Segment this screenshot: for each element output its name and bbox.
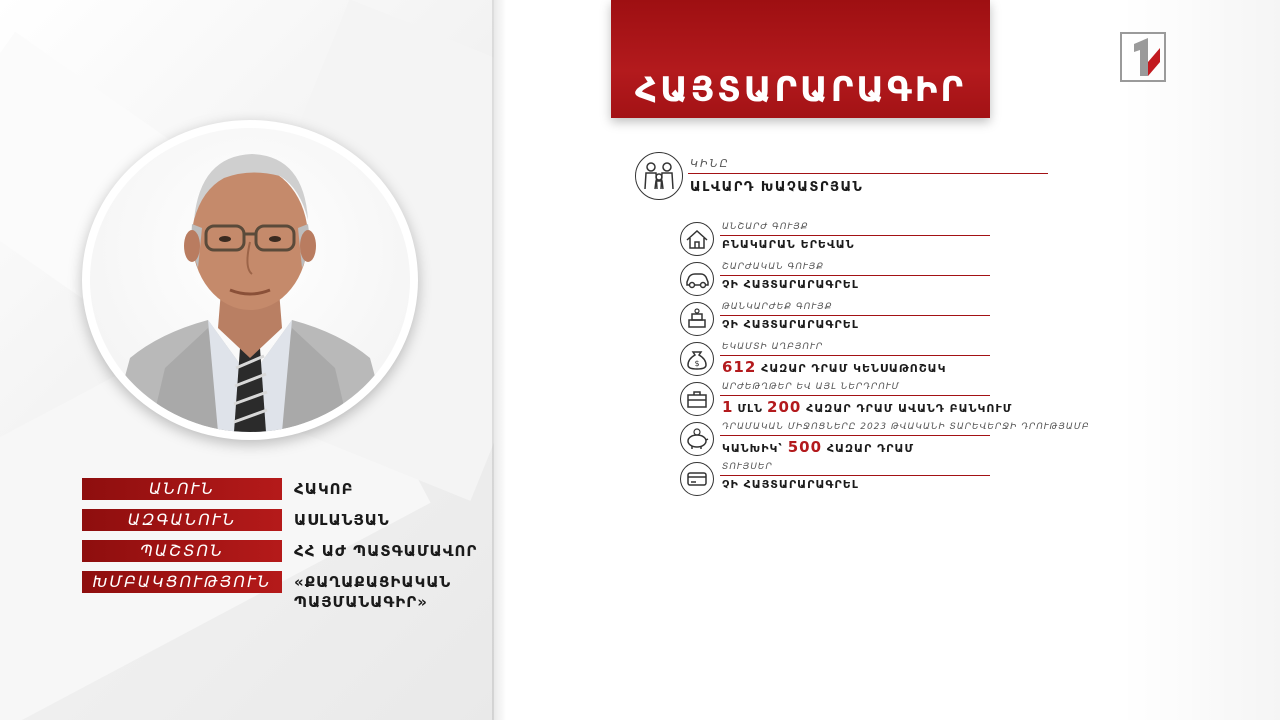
item-value: ՉԻ ՀԱՅՏԱՐԱՐԱԳՐԵԼ (722, 318, 859, 331)
last-name-value: ԱՍԼԱՆՅԱՆ (294, 511, 390, 529)
item-divider (720, 435, 990, 436)
item-value (722, 438, 914, 456)
item-value: ԲՆԱԿԱՐԱՆ ԵՐԵՎԱՆ (722, 238, 855, 251)
house-icon (680, 222, 714, 256)
last-name-label: ԱԶԳԱՆՈՒՆ (82, 509, 282, 531)
item-label: ԱՐԺԵԹՂԹԵՐ ԵՎ ԱՅԼ ՆԵՐԴՐՈՒՄ (722, 382, 900, 392)
securities-million-unit: ՄԼՆ (737, 402, 764, 415)
item-value: ՉԻ ՀԱՅՏԱՐԱՐԱԳՐԵԼ (722, 478, 859, 491)
securities-amount-million: 1 (722, 398, 734, 416)
cash-prefix: ԿԱՆԽԻԿ՝ (722, 442, 783, 455)
person-portrait (90, 128, 410, 432)
svg-text:$: $ (694, 359, 700, 368)
item-securities (680, 382, 1013, 416)
item-label: ՇԱՐԺԱԿԱՆ ԳՈՒՅՔ (722, 262, 825, 272)
valuables-icon (680, 302, 714, 336)
cash-unit: ՀԱԶԱՐ ԴՐԱՄ (826, 442, 915, 455)
item-divider (720, 275, 990, 276)
item-divider (720, 355, 990, 356)
item-label: ԹԱՆԿԱՐԺԵՔ ԳՈՒՅՔ (722, 302, 833, 312)
cash-amount: 500 (787, 438, 823, 456)
declaration-header (611, 0, 990, 118)
item-real-estate (680, 222, 1000, 256)
item-valuables (680, 302, 1000, 336)
faction-label: ԽՄԲԱԿՑՈՒԹՅՈՒՆ (82, 571, 282, 593)
spouse-label: ԿԻՆԸ (690, 157, 730, 170)
piggy-bank-icon (680, 422, 714, 456)
item-value (722, 398, 1012, 416)
item-value (722, 358, 946, 376)
briefcase-icon (680, 382, 714, 416)
item-value: ՉԻ ՀԱՅՏԱՐԱՐԱԳՐԵԼ (722, 278, 859, 291)
money-bag-icon (680, 342, 714, 376)
panel-divider (492, 0, 506, 720)
car-icon (680, 262, 714, 296)
income-unit: ՀԱԶԱՐ ԴՐԱՄ ԿԵՆՍԱԹՈՇԱԿ (761, 362, 947, 375)
position-value: ՀՀ ԱԺ ՊԱՏԳԱՄԱՎՈՐ (294, 542, 478, 560)
item-label: ԵԿԱՄՏԻ ԱՂԲՅՈՒՐ (722, 342, 824, 352)
item-income-source (680, 342, 1000, 376)
item-label: ԱՆՇԱՐԺ ԳՈՒՅՔ (722, 222, 809, 232)
portrait-frame (82, 120, 418, 440)
spouse-divider (688, 173, 1048, 174)
item-divider (720, 315, 990, 316)
right-edge-shade (1120, 0, 1280, 720)
item-label: ԴՐԱՄԱԿԱՆ ՄԻՋՈՑՆԵՐԸ 2023 ԹՎԱԿԱՆԻ ՏԱՐԵՎԵՐՋԻ ԴՐՈՒԹՅԱՄԲ (722, 422, 1090, 432)
item-divider (720, 395, 990, 396)
family-icon (635, 152, 683, 200)
securities-amount-thousand: 200 (767, 398, 802, 416)
spouse-name: ԱԼՎԱՐԴ ԽԱՉԱՏՐՅԱՆ (690, 180, 864, 195)
channel-logo-icon (1120, 32, 1166, 82)
position-label: ՊԱՇՏՈՆ (82, 540, 282, 562)
securities-unit: ՀԱԶԱՐ ԴՐԱՄ ԱՎԱՆԴ ԲԱՆԿՈՒՄ (806, 402, 1013, 415)
item-divider (720, 235, 990, 236)
first-name-label: ԱՆՈՒՆ (82, 478, 282, 500)
item-fines (680, 462, 1000, 496)
item-label: ՏՈՒՅՍԵՐ (722, 462, 773, 472)
faction-value: «ՔԱՂԱՔԱՑԻԱԿԱՆ ՊԱՅՄԱՆԱԳԻՐ» (294, 573, 452, 611)
item-cash-funds (680, 422, 1090, 456)
item-divider (720, 475, 990, 476)
card-icon (680, 462, 714, 496)
item-movable-property (680, 262, 1000, 296)
income-amount: 612 (722, 358, 757, 376)
page-title: ՀԱՅՏԱՐԱՐԱԳԻՐ (634, 70, 967, 110)
first-name-value: ՀԱԿՈԲ (294, 480, 354, 498)
